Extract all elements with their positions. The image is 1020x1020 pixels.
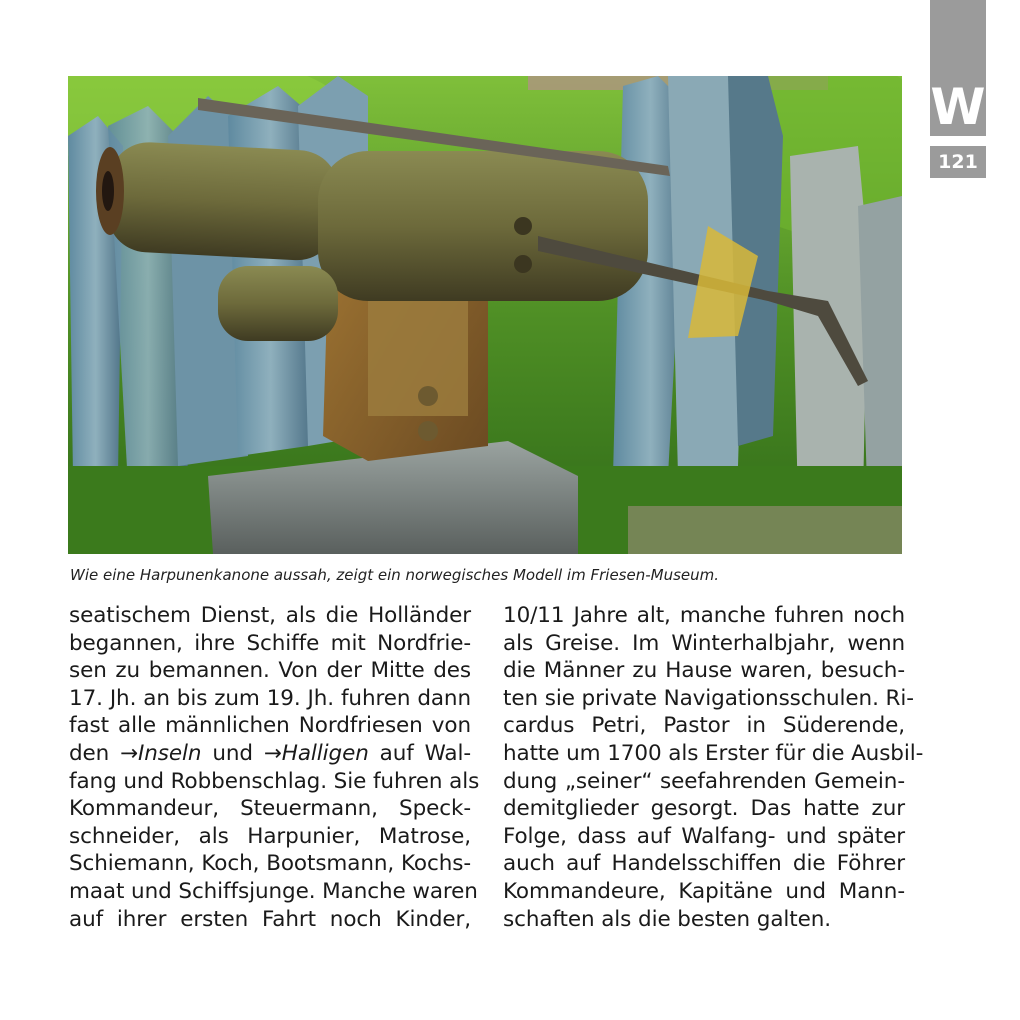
body-line: als Greise. Im Winterhalbjahr, wenn	[503, 630, 905, 656]
body-line: auch auf Handelsschiffen die Föhrer	[503, 851, 905, 877]
link-line-text: und	[201, 740, 264, 766]
body-line: schaften als die besten galten.	[503, 906, 832, 932]
body-line: Kommandeur, Steuermann, Speck-	[69, 796, 471, 822]
body-line: die Männer zu Hause waren, besuch-	[503, 658, 905, 684]
cross-reference-arrow-icon: →	[263, 740, 282, 766]
body-line: seatischem Dienst, als die Holländer	[69, 603, 471, 628]
link-line-text: den	[69, 740, 121, 766]
section-letter-tab: W	[930, 0, 986, 136]
cross-reference-arrow-icon: →	[120, 740, 139, 766]
text-column-left	[69, 602, 480, 933]
body-line-with-links	[69, 740, 471, 768]
body-line: sen zu bemannen. Von der Mitte des	[69, 658, 471, 684]
body-line: ten sie private Navigationsschulen. Ri-	[503, 685, 914, 711]
body-line: Schiemann, Koch, Bootsmann, Kochs-	[69, 851, 471, 877]
body-line: hatte um 1700 als Erster für die Ausbil-	[503, 740, 924, 766]
link-line-text: auf Wal-	[368, 740, 471, 766]
photo-illustration	[68, 76, 902, 554]
body-line: fang und Robbenschlag. Sie fuhren als	[69, 768, 480, 794]
body-line: maat und Schiffsjunge. Manche waren	[69, 878, 478, 904]
body-line: auf ihrer ersten Fahrt noch Kinder,	[69, 906, 471, 932]
body-line: schneider, als Harpunier, Matrose,	[69, 823, 471, 849]
link-halligen[interactable]: Halligen	[281, 740, 369, 766]
figure-caption: Wie eine Harpunenkanone aussah, zeigt ein norwegisches Modell im Friesen-Museum.	[70, 566, 720, 584]
body-line: dung „seiner“ seefahrenden Gemein-	[503, 768, 905, 794]
body-line: cardus Petri, Pastor in Süderende,	[503, 713, 905, 739]
text-column-right	[503, 602, 924, 933]
link-inseln[interactable]: Inseln	[138, 740, 202, 766]
body-line: demitglieder gesorgt. Das hatte zur	[503, 796, 905, 822]
page-number: 121	[930, 146, 986, 178]
harpoon-cannon-photo	[68, 76, 902, 554]
body-line: 17. Jh. an bis zum 19. Jh. fuhren dann	[69, 685, 471, 711]
body-line: Folge, dass auf Walfang- und später	[503, 823, 905, 849]
body-line: 10/11 Jahre alt, manche fuhren noch	[503, 603, 905, 628]
body-line: begannen, ihre Schiffe mit Nordfrie-	[69, 630, 471, 656]
body-line: fast alle männlichen Nordfriesen von	[69, 713, 471, 739]
body-line: Kommandeure, Kapitäne und Mann-	[503, 878, 905, 904]
